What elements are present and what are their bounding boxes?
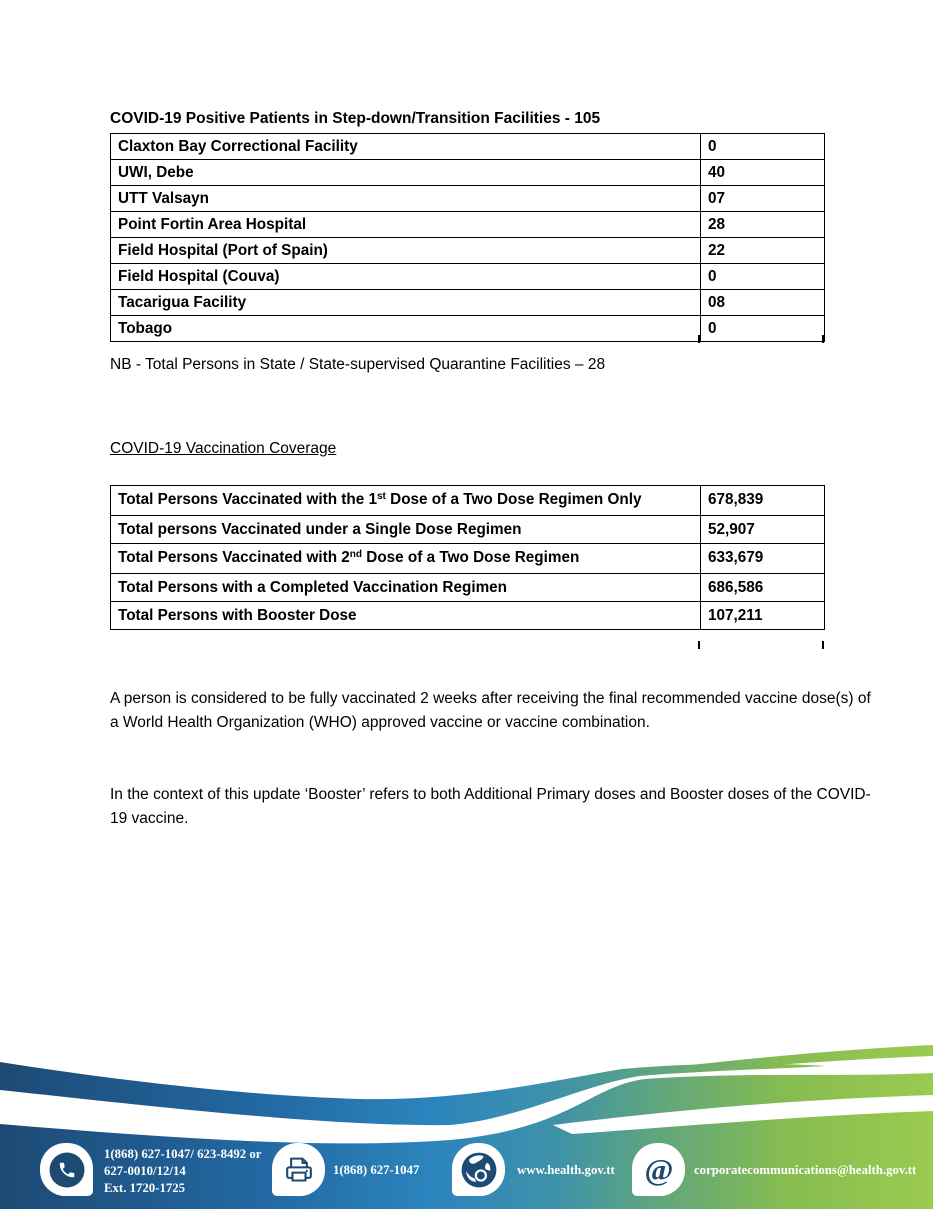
table-row [111, 264, 825, 290]
vaccination-metric-label: Total Persons with Booster Dose [111, 602, 701, 630]
table-row [111, 290, 825, 316]
facility-name: Field Hospital (Couva) [111, 264, 701, 290]
email-address [694, 1162, 916, 1179]
phone-line-1: 1(868) 627-1047/ 623-8492 or [104, 1147, 262, 1161]
vaccination-metric-value: 686,586 [701, 574, 825, 602]
facility-name: Claxton Bay Correctional Facility [111, 134, 701, 160]
vaccination-metric-label: Total persons Vaccinated under a Single Dose Regimen [111, 516, 701, 544]
facility-name: Field Hospital (Port of Spain) [111, 238, 701, 264]
table-row [111, 160, 825, 186]
table-row [111, 134, 825, 160]
facility-count: 08 [701, 290, 825, 316]
fully-vaccinated-paragraph: A person is considered to be fully vaccinated 2 weeks after receiving the final recommended vaccine dose(s) of a World Health Organization (WHO) approved vaccine or vaccine combination. [110, 690, 871, 731]
table-row [111, 544, 825, 574]
facility-name: Tobago [111, 316, 701, 342]
facility-name: UWI, Debe [111, 160, 701, 186]
svg-text:@: @ [644, 1151, 673, 1187]
facility-count: 07 [701, 186, 825, 212]
facilities-table-body [111, 134, 825, 342]
facility-count: 40 [701, 160, 825, 186]
facility-name: UTT Valsayn [111, 186, 701, 212]
vaccination-metric-value: 107,211 [701, 602, 825, 630]
vaccination-table-body [111, 486, 825, 630]
table-border-stub [822, 335, 824, 343]
phone-icon [40, 1143, 93, 1196]
table-row [111, 574, 825, 602]
booster-note-paragraph: In the context of this update ‘Booster’ refers to both Additional Primary doses and Booster doses of the COVID-19 vaccine. [110, 786, 871, 827]
vaccination-metric-label: Total Persons with a Completed Vaccination Regimen [111, 574, 701, 602]
table-row [111, 516, 825, 544]
website-url [517, 1162, 615, 1179]
globe-icon [452, 1143, 505, 1196]
fax-icon [272, 1143, 325, 1196]
table-border-stub [698, 335, 700, 343]
table-row [111, 212, 825, 238]
facility-name: Point Fortin Area Hospital [111, 212, 701, 238]
table-row [111, 316, 825, 342]
fax-line-1: 1(868) 627-1047 [333, 1163, 420, 1177]
fax-number [333, 1162, 419, 1179]
facilities-table [110, 133, 825, 342]
table-border-stub [822, 641, 824, 649]
facility-count: 0 [701, 264, 825, 290]
footer-wave-top-sliver [655, 1045, 933, 1073]
vaccination-table [110, 485, 825, 630]
table-row [111, 238, 825, 264]
vaccination-metric-value: 52,907 [701, 516, 825, 544]
phone-line-3: Ext. 1720-1725 [104, 1181, 186, 1195]
vaccination-metric-value: 678,839 [701, 486, 825, 516]
facility-count: 0 [701, 134, 825, 160]
vaccination-metric-value: 633,679 [701, 544, 825, 574]
at-icon [632, 1143, 685, 1196]
table-row [111, 602, 825, 630]
phone-numbers [104, 1146, 261, 1197]
facility-count: 22 [701, 238, 825, 264]
nb-note: NB - Total Persons in State / State-supervised Quarantine Facilities – 28 [110, 356, 606, 373]
facility-name: Tacarigua Facility [111, 290, 701, 316]
table-row [111, 186, 825, 212]
facility-count: 28 [701, 212, 825, 238]
vaccination-coverage-heading: COVID-19 Vaccination Coverage [110, 440, 337, 457]
facility-count: 0 [701, 316, 825, 342]
page-title: COVID-19 Positive Patients in Step-down/Transition Facilities - 105 [110, 110, 601, 127]
phone-line-2: 627-0010/12/14 [104, 1164, 186, 1178]
website-line-1: www.health.gov.tt [517, 1163, 615, 1177]
email-line-1: corporatecommunications@health.gov.tt [694, 1163, 917, 1177]
vaccination-metric-label: Total Persons Vaccinated with 2nd Dose of a Two Dose Regimen [111, 544, 701, 574]
table-border-stub [698, 641, 700, 649]
table-row [111, 486, 825, 516]
vaccination-metric-label: Total Persons Vaccinated with the 1st Dose of a Two Dose Regimen Only [111, 486, 701, 516]
